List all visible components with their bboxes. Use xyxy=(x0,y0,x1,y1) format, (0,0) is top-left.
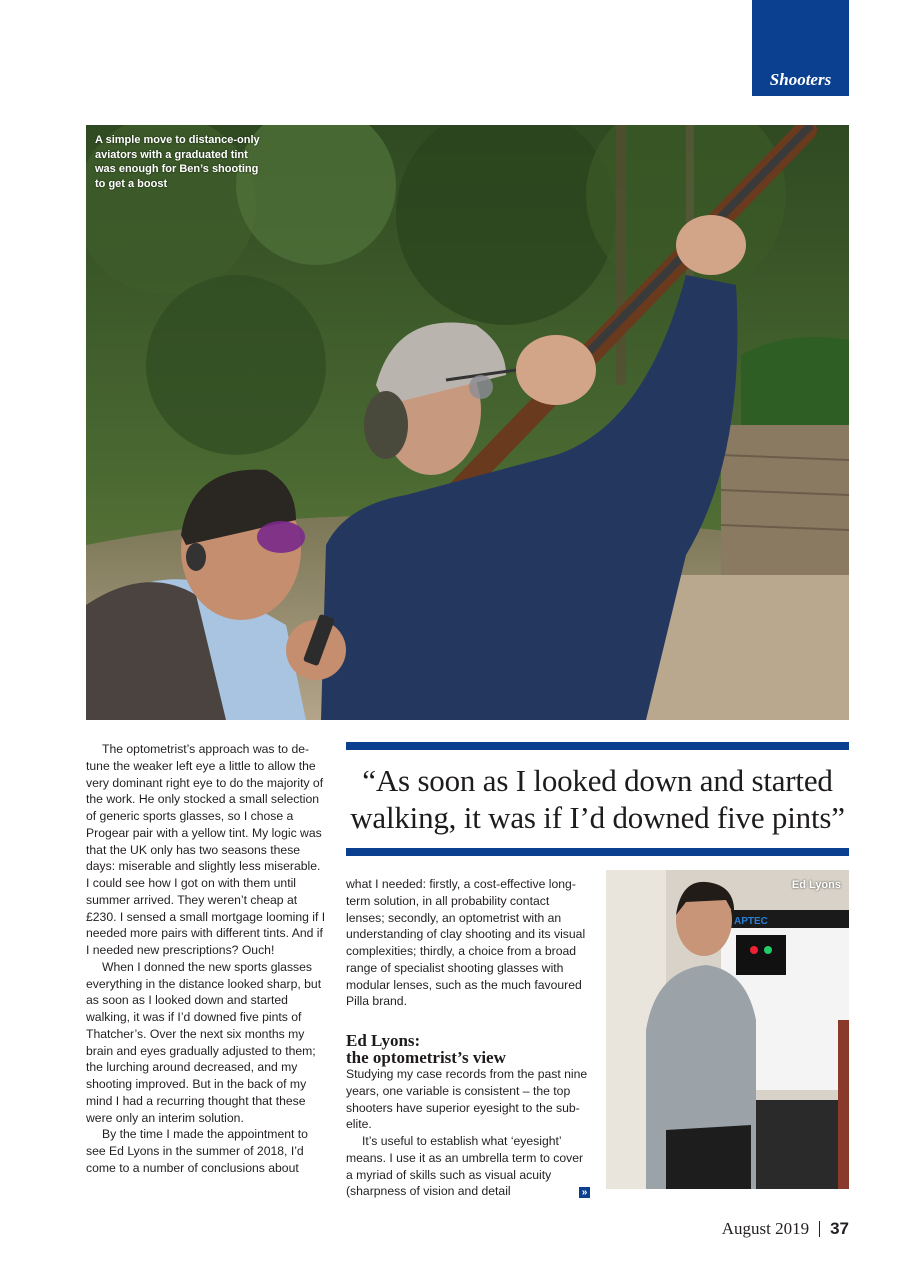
pull-quote-text: “As soon as I looked down and started walking, it was if I’d downed five pints” xyxy=(350,763,845,835)
pull-quote-rule-top xyxy=(346,742,849,750)
body-paragraph: what I needed: firstly, a cost-effective long-term solution, in all probability contact lenses; secondly, an optometrist with an understanding of clay shooting and its visual complexities; thirdly, a choice from a broad range of specialist shooting glasses with modular lenses, such as the much favoured Pilla brand. xyxy=(346,877,586,1009)
ed-lyons-photo xyxy=(606,870,849,1189)
body-paragraph: It’s useful to establish what ‘eyesight’ means. I use it as an umbrella term to cover a myriad of skills such as visual acuity (sharpness of vision and detail xyxy=(346,1134,584,1199)
body-paragraph: When I donned the new sports glasses everything in the distance looked sharp, but as soon as I looked down and started walking, it was if I’d downed five pints of Thatcher’s. Over the next six months my brain and eyes gradually adjusted to them; the lurching around decreased, and my shooting improved. But in the back of my mind I had a recurring thought that these were only an interim solution. xyxy=(86,959,322,1125)
hero-caption: A simple move to distance-only aviators with a graduated tint was enough for Ben’s shooting to get a boost xyxy=(95,134,260,190)
section-label: Shooters xyxy=(769,70,832,89)
subhead-line2: the optometrist’s view xyxy=(346,1048,506,1067)
pull-quote xyxy=(346,742,849,854)
folio-divider xyxy=(819,1221,820,1237)
left-column xyxy=(86,741,326,1177)
continue-arrow-icon: » xyxy=(579,1187,590,1198)
hero-photo xyxy=(86,125,849,720)
section-tab xyxy=(752,0,849,96)
page-number: 37 xyxy=(830,1219,849,1238)
subhead-line1: Ed Lyons: xyxy=(346,1031,421,1050)
body-paragraph: Studying my case records from the past nine years, one variable is consistent – the top shooters have superior eyesight to the sub-elite. xyxy=(346,1067,588,1132)
body-paragraph: The optometrist’s approach was to de-tune the weaker left eye a little to allow the very dominant right eye to do the majority of the work. He only stocked a small selection of generic sports glasses, so I chose a Progear pair with a yellow tint. My logic was that the UK only has two seasons these days: miserable and slightly less miserable. I could see how I got on with them until summer arrived. They weren’t cheap at £230. I sensed a small mortgage looming if I needed more pairs with different tints. And if I needed new prescriptions? Ouch! xyxy=(86,742,326,957)
pull-quote-rule-bottom xyxy=(346,848,849,856)
ed-lyons-illustration xyxy=(606,870,849,1189)
body-paragraph: By the time I made the appointment to see Ed Lyons in the summer of 2018, I’d come to a number of conclusions about xyxy=(86,1127,308,1175)
issue-date: August 2019 xyxy=(721,1219,810,1238)
middle-column xyxy=(346,876,591,1200)
page-footer xyxy=(722,1219,849,1239)
screen-brand: APTEC xyxy=(734,916,768,927)
ed-caption: Ed Lyons xyxy=(791,879,841,891)
section-subhead xyxy=(346,1032,591,1066)
hero-illustration xyxy=(86,125,849,720)
